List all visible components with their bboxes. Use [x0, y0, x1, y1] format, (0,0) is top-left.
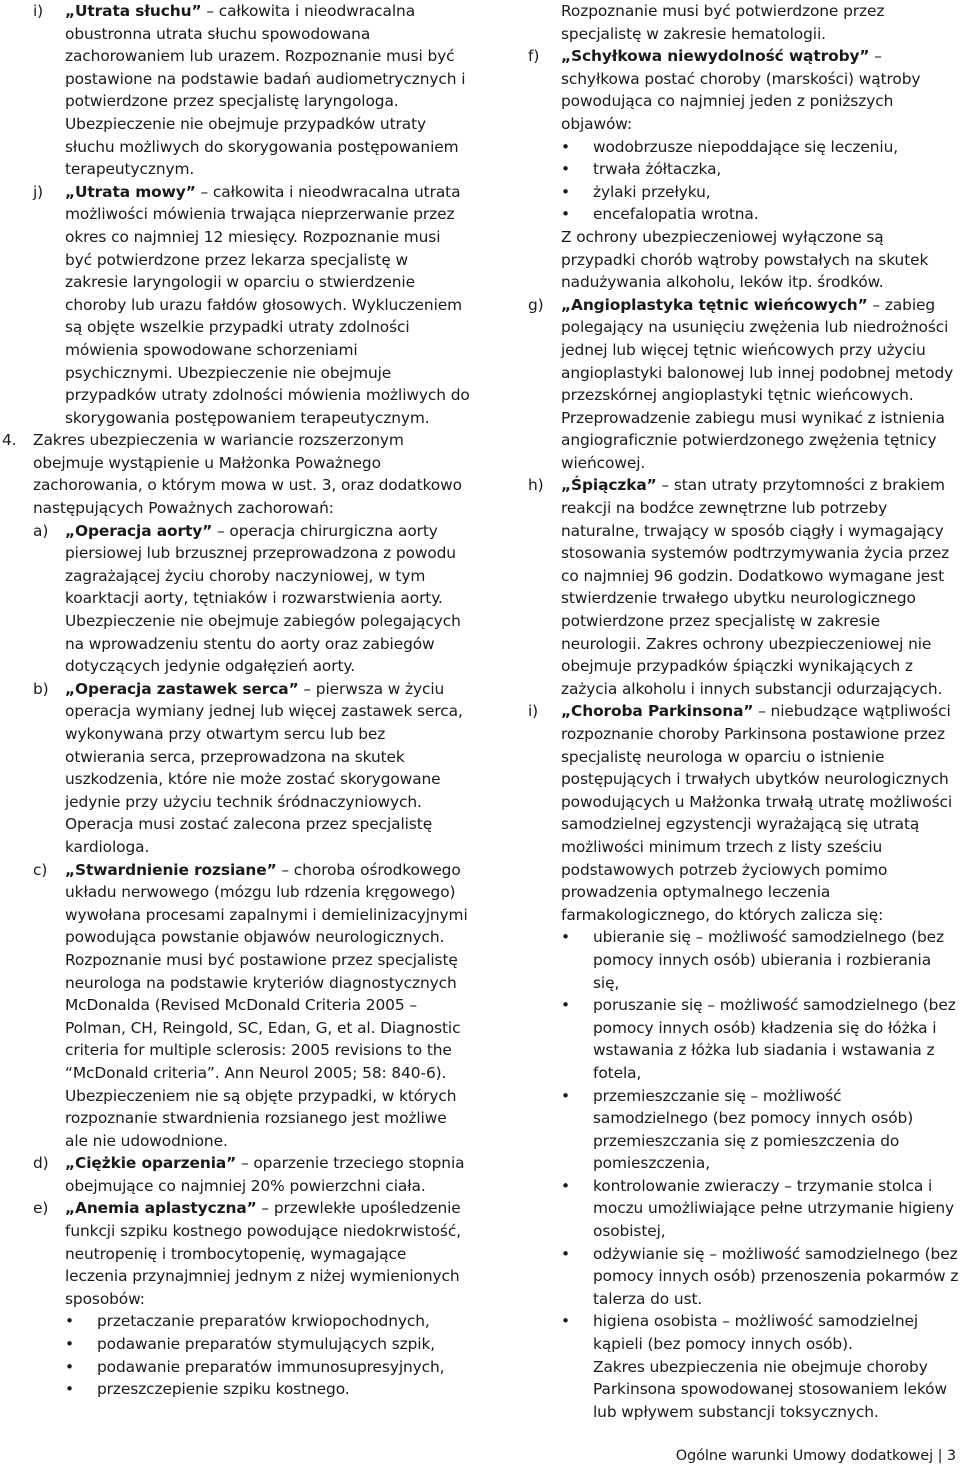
daily-needs-list	[561, 926, 960, 1355]
list-item: • żylaki przełyku,	[561, 181, 960, 204]
item-title: „Stwardnienie rozsiane”	[65, 860, 277, 879]
anemia-continuation: Rozpoznanie musi być potwierdzone przez specjalistę w zakresie hematologii.	[561, 2, 885, 43]
item-title: „Utrata mowy”	[65, 182, 196, 201]
left-column	[0, 0, 470, 1401]
item-multiple-sclerosis	[0, 859, 470, 1153]
item-text: – przewlekłe upośledzenie funkcji szpiku kostnego powodujące niedokrwistość, neutropenię i trombocytopenię, wymagające leczenia przynajmniej jednym z niżej wymienionych sposobów:	[65, 1199, 461, 1308]
item-text: – operacja chirurgiczna aorty piersiowej lub brzusznej przeprowadzona z powodu zagrażającej życiu choroby naczyniowej, w tym koarktacji aorty, tętniaków i rozwarstwienia aorty. Ubezpieczenie nie obejmuje zabiegów polegających na wprowadzeniu stentu do aorty oraz zabiegów dotyczących jedynie odgałęzień aorty.	[65, 521, 461, 676]
list-item: • podawanie preparatów immunosupresyjnych,	[65, 1356, 470, 1379]
item-text: – choroba ośrodkowego układu nerwowego (mózgu lub rdzenia kręgowego) wywołana procesami zapalnymi i demielinizacyjnymi powodująca powstanie objawów neurologicznych. Rozpoznanie musi być postawione przez specjalistę neurologa na podstawie kryteriów diagnostycznych McDonalda (Revised McDonald Criteria 2005 – Polman, CH, Reingold, SC, Edan, G, et al. Diagnostic criteria for multiple sclerosis: 2005 revisions to the “McDonald criteria”. Ann Neurol 2005; 58: 840-6). Ubezpieczeniem nie są objęte przypadki, w których rozpoznanie stwardnienia rozsianego jest możliwe ale nie udowodnione.	[65, 860, 468, 1150]
list-item: • przemieszczanie się – możliwość samodzielnego (bez pomocy innych osób) przemieszczania się z pomieszczenia do pomieszczenia,	[561, 1085, 960, 1175]
item-text: – pierwsza w życiu operacja wymiany jednej lub więcej zastawek serca, wykonywana przy otwartym sercu lub bez otwierania serca, przeprowadzona na skutek uszkodzenia, które nie może zostać skorygowane jedynie przy użyciu technik śródnaczyniowych. Operacja musi zostać zalecona przez specjalistę kardiologa.	[65, 679, 463, 856]
item-aorta-surgery	[0, 520, 470, 678]
item-label: j)	[33, 182, 44, 201]
item-title: „Choroba Parkinsona”	[561, 702, 754, 721]
item-coma	[520, 474, 960, 700]
item-coronary-angioplasty	[520, 294, 960, 475]
anemia-treatment-list	[65, 1310, 470, 1400]
item-label: h)	[528, 476, 544, 495]
point-label: 4.	[2, 431, 17, 450]
parkinsons-exclusion-text: Zakres ubezpieczenia nie obejmuje choroby Parkinsona spowodowanej stosowaniem leków lub wpływem substancji toksycznych.	[593, 1357, 947, 1421]
item-liver-failure	[520, 45, 960, 135]
item-title: „Utrata słuchu”	[65, 2, 202, 20]
item-label: b)	[33, 679, 49, 698]
list-item: • encefalopatia wrotna.	[561, 203, 960, 226]
item-label: i)	[528, 702, 539, 721]
item-text: – niebudzące wątpliwości rozpoznanie choroby Parkinsona postawione przez specjalistę neurologa w oparciu o istnienie postępujących i trwałych ubytków neurologicznych powodujących u Małżonka trwałą utratę możliwości samodzielnej egzystencji wyrażającą się utratą możliwości minimum trzech z listy sześciu podstawowych potrzeb życiowych pomimo prowadzenia optymalnego leczenia farmakologicznego, do których zalicza się:	[561, 702, 953, 924]
liver-symptom-list	[561, 136, 960, 226]
item-label: c)	[33, 860, 48, 879]
item-text: – schyłkowa postać choroby (marskości) wątroby powodująca co najmniej jeden z poniższych objawów:	[561, 47, 921, 133]
item-text: – całkowita i nieodwracalna obustronna utrata słuchu spowodowana zachorowaniem lub urazem. Rozpoznanie musi być postawione na podstawie badań audiometrycznych i potwierdzone przez specjalistę laryngologa. Ubezpieczenie nie obejmuje przypadków utraty słuchu możliwych do skorygowania postępowaniem terapeutycznym.	[65, 2, 466, 179]
list-item: • podawanie preparatów stymulujących szpik,	[65, 1333, 470, 1356]
item-title: „Anemia aplastyczna”	[65, 1199, 257, 1218]
item-label: e)	[33, 1199, 49, 1218]
item-label: f)	[528, 47, 540, 66]
list-item: • poruszanie się – możliwość samodzielnego (bez pomocy innych osób) kładzenia się do łóżka i wstawania z łóżka lub siadania i wstawania z fotela,	[561, 994, 960, 1084]
item-label: d)	[33, 1154, 49, 1173]
list-item: • kontrolowanie zwieraczy – trzymanie stolca i moczu umożliwiające pełne utrzymanie higieny osobistej,	[561, 1175, 960, 1243]
item-parkinsons-disease	[520, 700, 960, 926]
point-text: Zakres ubezpieczenia w wariancie rozszerzonym obejmuje wystąpienie u Małżonka Poważnego zachorowania, o którym mowa w ust. 3, oraz dodatkowo następujących Poważnych zachorowań:	[33, 431, 462, 518]
item-title: „Ciężkie oparzenia”	[65, 1154, 237, 1173]
point-4	[0, 429, 470, 519]
item-title: „Schyłkowa niewydolność wątroby”	[561, 47, 870, 66]
right-column	[520, 0, 960, 1423]
list-item: • przeszczepienie szpiku kostnego.	[65, 1378, 470, 1401]
item-text: – całkowita i nieodwracalna utrata możliwości mówienia trwająca nieprzerwanie przez okres co najmniej 12 miesięcy. Rozpoznanie musi być potwierdzone przez lekarza specjalistę w zakresie laryngologii w oparciu o stwierdzenie choroby lub urazu fałdów głosowych. Wykluczeniem są objęte wszelkie przypadki utraty zdolności mówienia spowodowane schorzeniami psychicznymi. Ubezpieczenie nie obejmuje przypadków utraty zdolności mówienia możliwych do skorygowania postępowaniem terapeutycznym.	[65, 182, 470, 427]
page-footer: Ogólne warunki Umowy dodatkowej | 3	[675, 1448, 956, 1464]
item-aplastic-anemia	[0, 1197, 470, 1310]
list-item: • higiena osobista – możliwość samodzielnej kąpieli (bez pomocy innych osób).	[561, 1310, 960, 1355]
item-heart-valve-surgery	[0, 678, 470, 859]
list-item: • przetaczanie preparatów krwiopochodnych,	[65, 1310, 470, 1333]
item-hearing-loss	[0, 0, 470, 181]
item-label: a)	[33, 521, 49, 540]
item-title: „Operacja aorty”	[65, 521, 213, 540]
list-item: • odżywianie się – możliwość samodzielnego (bez pomocy innych osób) przenoszenia pokarmów z talerza do ust.	[561, 1243, 960, 1311]
item-severe-burns	[0, 1152, 470, 1197]
item-label: i)	[33, 2, 44, 20]
item-label: g)	[528, 295, 544, 314]
item-title: „Angioplastyka tętnic wieńcowych”	[561, 295, 868, 314]
list-item: • ubieranie się – możliwość samodzielnego (bez pomocy innych osób) ubierania i rozbierania się,	[561, 926, 960, 994]
liver-exclusion-text: Z ochrony ubezpieczeniowej wyłączone są przypadki chorób wątroby powstałych na skutek nadużywania alkoholu, leków itp. środków.	[561, 227, 929, 292]
list-item: • trwała żółtaczka,	[561, 158, 960, 181]
list-item: • wodobrzusze niepoddające się leczeniu,	[561, 136, 960, 159]
item-text: – zabieg polegający na usunięciu zwężenia lub niedrożności jednej lub więcej tętnic wieńcowych przy użyciu angioplastyki balonowej lub innej podobnej metody przezskórnej angioplastyki tętnic wieńcowych. Przeprowadzenie zabiegu musi wynikać z istnienia angiograficznie potwierdzonego zwężenia tętnicy wieńcowej.	[561, 295, 954, 472]
item-speech-loss	[0, 181, 470, 430]
item-title: „Operacja zastawek serca”	[65, 679, 299, 698]
item-text: – oparzenie trzeciego stopnia obejmujące co najmniej 20% powierzchni ciała.	[65, 1154, 465, 1195]
item-text: – stan utraty przytomności z brakiem reakcji na bodźce zewnętrzne lub potrzeby naturalne, trwający w sposób ciągły i wymagający stosowania systemów podtrzymywania życia przez co najmniej 96 godzin. Dodatkowo wymagane jest stwierdzenie trwałego ubytku neurologicznego potwierdzone przez specjalistę w zakresie neurologii. Zakres ochrony ubezpieczeniowej nie obejmuje przypadków śpiączki wynikających z zażycia alkoholu i innych substancji odurzających.	[561, 476, 950, 698]
item-title: „Śpiączka”	[561, 476, 657, 495]
